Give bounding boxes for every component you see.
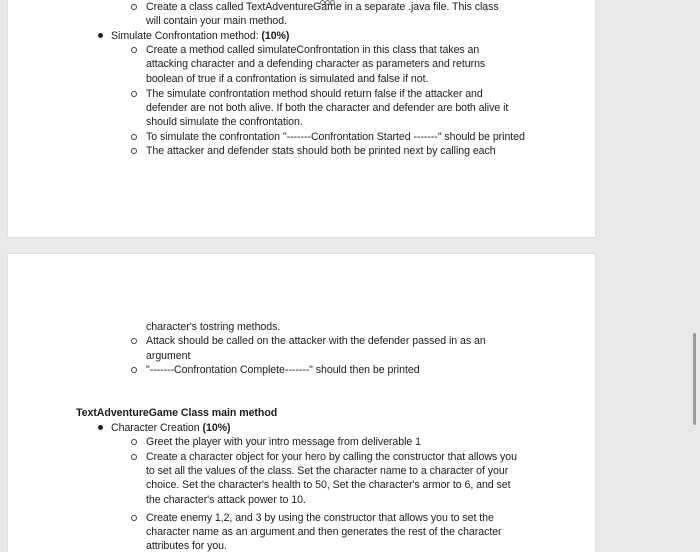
document-page-2 bbox=[8, 254, 595, 552]
text-line: Create a method called simulateConfrontation in this class that takes an bbox=[146, 44, 480, 56]
sub-bullet-icon bbox=[131, 4, 137, 10]
text-line: will contain your main method. bbox=[146, 15, 287, 27]
text-line: attributes for you. bbox=[146, 540, 227, 552]
section-heading bbox=[111, 29, 289, 43]
text-line: boolean of true if a confrontation is simulated and false if not. bbox=[146, 73, 429, 85]
text-line: character's tostring methods. bbox=[146, 321, 281, 333]
text-line: The attacker and defender stats should both be printed next by calling each bbox=[146, 145, 496, 157]
text-line: defender are not both alive. If both the character and defender are both alive it bbox=[146, 102, 509, 114]
section-weight: (10%) bbox=[261, 30, 290, 42]
text-line: argument bbox=[146, 350, 191, 362]
bullet-icon bbox=[98, 425, 103, 430]
text-line: attacking character and a defending character as parameters and returns bbox=[146, 58, 486, 70]
sub-bullet-icon bbox=[131, 515, 137, 521]
text-line: The simulate confrontation method should return false if the attacker and bbox=[146, 88, 483, 100]
text-line: character name as an argument and then generates the rest of the character bbox=[146, 526, 502, 538]
bullet-icon bbox=[98, 33, 103, 38]
text-line: choice. Set the character's health to 50, Set the character's armor to 6, and set bbox=[146, 479, 511, 491]
sub-bullet-icon bbox=[131, 134, 137, 140]
sub-bullet-icon bbox=[131, 148, 137, 154]
section-heading-text: Simulate Confrontation method: bbox=[111, 30, 262, 42]
sub-bullet-icon bbox=[131, 367, 137, 373]
text-line: the character's attack power to 10. bbox=[146, 494, 306, 506]
text-line: "-------Confrontation Complete-------" should then be printed bbox=[146, 364, 420, 376]
text-line: Create enemy 1,2, and 3 by using the constructor that allows you to set the bbox=[146, 512, 494, 524]
document-page-1 bbox=[8, 0, 595, 237]
text-line: to set all the values of the class. Set the character name to a character of your bbox=[146, 465, 509, 477]
text-line: Create a class called TextAdventureGame in a separate .java file. This class bbox=[146, 1, 499, 13]
sub-bullet-icon bbox=[131, 47, 137, 53]
section-heading bbox=[111, 421, 231, 435]
sub-bullet-icon bbox=[131, 439, 137, 445]
section-heading-text: Character Creation bbox=[111, 422, 203, 434]
section-title: TextAdventureGame Class main method bbox=[76, 407, 278, 419]
vertical-scrollbar[interactable] bbox=[693, 333, 696, 425]
section-weight: (10%) bbox=[202, 422, 231, 434]
text-line: should simulate the confrontation. bbox=[146, 116, 303, 128]
sub-bullet-icon bbox=[131, 454, 137, 460]
sub-bullet-icon bbox=[131, 338, 137, 344]
text-line: Greet the player with your intro message from deliverable 1 bbox=[146, 436, 421, 448]
text-line: Attack should be called on the attacker with the defender passed in as an bbox=[146, 335, 486, 347]
text-line: To simulate the confrontation "-------Confrontation Started -------" should be printed bbox=[146, 131, 525, 143]
text-line: Create a character object for your hero by calling the constructor that allows you bbox=[146, 451, 517, 463]
sub-bullet-icon bbox=[131, 91, 137, 97]
